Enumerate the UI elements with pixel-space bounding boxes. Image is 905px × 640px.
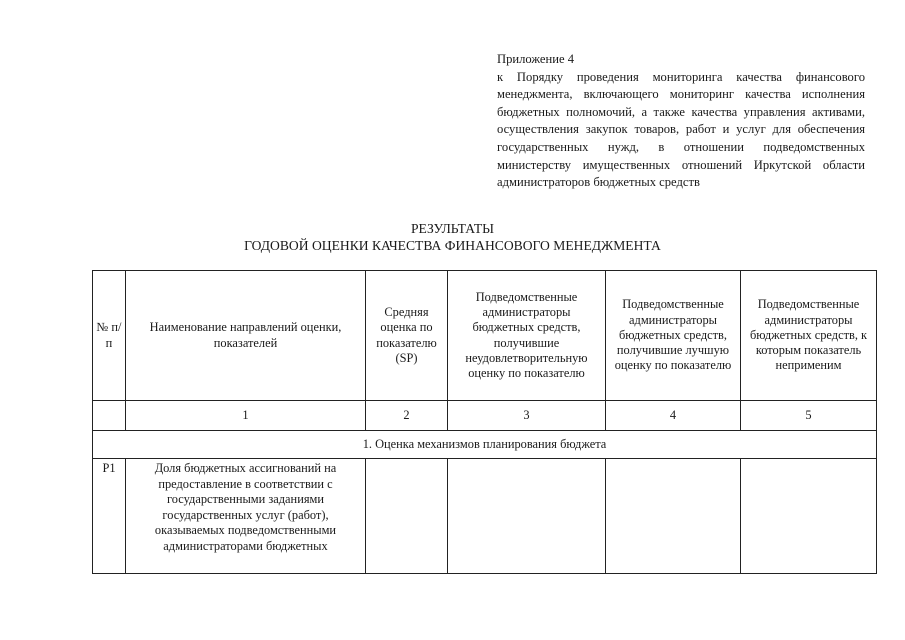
section-row — [93, 431, 877, 459]
indicator-best — [606, 459, 741, 574]
indicator-code: P1 — [93, 459, 126, 574]
column-number: 5 — [741, 401, 877, 431]
column-number: 1 — [126, 401, 366, 431]
appendix-title: Приложение 4 — [497, 52, 575, 66]
column-number: 4 — [606, 401, 741, 431]
column-number: 3 — [448, 401, 606, 431]
document-heading — [0, 220, 905, 254]
indicator-name: Доля бюджетных ассигнований на предоставление в соответствии с государственными заданиями государственных услуг (работ), оказываемых подведомственными администраторами бюджетных — [126, 459, 366, 574]
appendix-text: к Порядку проведения мониторинга качества финансового менеджмента, включающего мониторинг качества исполнения бюджетных полномочий, а также качества управления активами, осуществления закупок товаров, работ и услуг для обеспечения государственных нужд, в отношении подведомственных министерству имущественных отношений Иркутской области администраторов бюджетных средств — [497, 69, 865, 190]
indicator-average — [366, 459, 448, 574]
heading-line-1: РЕЗУЛЬТАТЫ — [410, 221, 494, 236]
header-unsatisfactory: Подведомственные администраторы бюджетных средств, получившие неудовлетворительную оценку по показателю — [448, 271, 606, 401]
appendix-note — [497, 51, 865, 192]
indicator-unsatisfactory — [448, 459, 606, 574]
column-number: 2 — [366, 401, 448, 431]
table-header-row — [93, 271, 877, 401]
header-number: № п/п — [93, 271, 126, 401]
table-row — [93, 459, 877, 574]
results-table — [92, 270, 877, 574]
header-not-applicable: Подведомственные администраторы бюджетных средств, к которым показатель неприменим — [741, 271, 877, 401]
column-number — [93, 401, 126, 431]
header-name: Наименование направлений оценки, показателей — [126, 271, 366, 401]
section-title: 1. Оценка механизмов планирования бюджета — [93, 431, 877, 459]
indicator-not-applicable — [741, 459, 877, 574]
header-best: Подведомственные администраторы бюджетных средств, получившие лучшую оценку по показателю — [606, 271, 741, 401]
heading-line-2: ГОДОВОЙ ОЦЕНКИ КАЧЕСТВА ФИНАНСОВОГО МЕНЕДЖМЕНТА — [244, 238, 661, 253]
header-average: Средняя оценка по показателю (SP) — [366, 271, 448, 401]
column-number-row — [93, 401, 877, 431]
